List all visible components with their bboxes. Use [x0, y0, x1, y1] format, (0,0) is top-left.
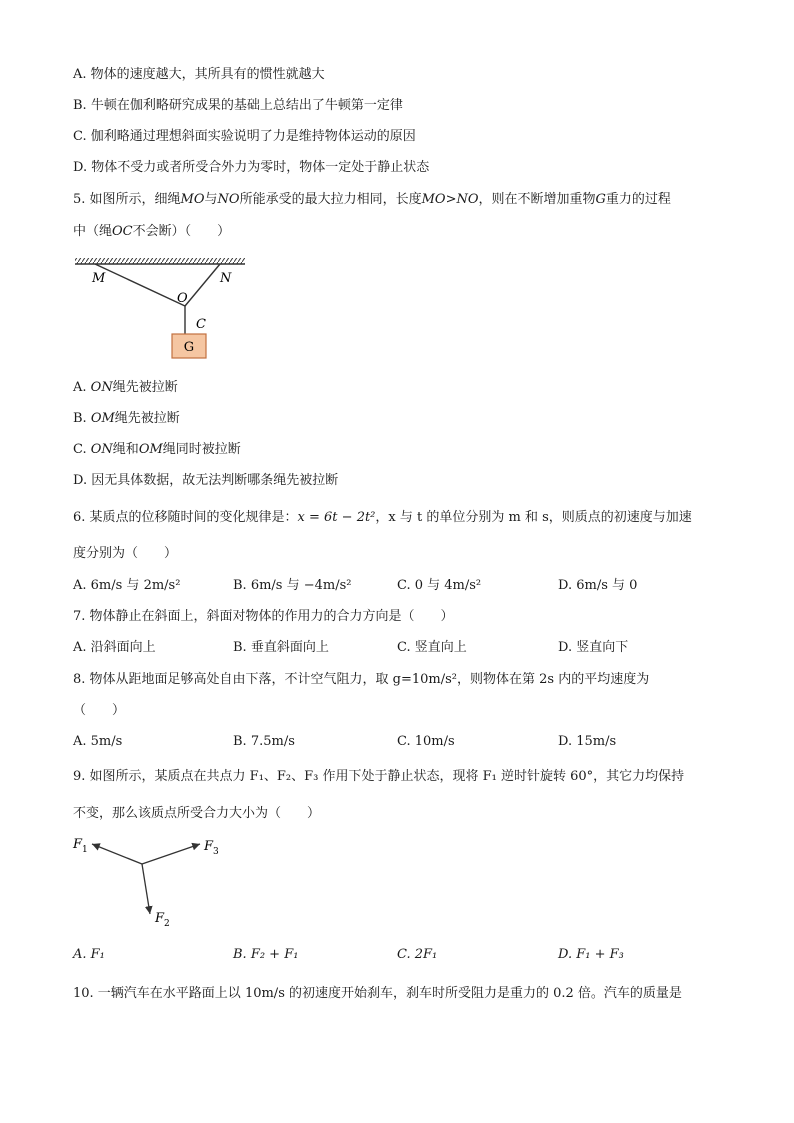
- label-n: N: [220, 271, 232, 286]
- q5-stem-text: ，则在不断增加重物: [478, 192, 596, 207]
- q5-stem-text: 所能承受的最大拉力相同，长度: [239, 192, 422, 207]
- q8-option-d: D. 15m/s: [558, 734, 617, 749]
- option-text: 绳先被拉断: [112, 380, 178, 395]
- force-letter: F: [204, 839, 214, 854]
- label-c: C: [196, 317, 206, 332]
- q7-option-c: C. 竖直向上: [397, 640, 467, 655]
- option-letter: A.: [73, 380, 91, 395]
- q8-option-c: C. 10m/s: [397, 734, 455, 749]
- q5-stem-text: 5. 如图所示，细绳: [73, 192, 181, 207]
- q6-option-c: C. 0 与 4m/s²: [397, 578, 482, 593]
- q6-stem-line-2: 度分别为（ ）: [73, 546, 178, 561]
- q5-label-no: NO: [217, 192, 240, 207]
- q8-stem-line-1: 8. 物体从距地面足够高处自由下落，不计空气阻力，取 g=10m/s²，则物体在第 2s 内的平均速度为: [73, 672, 650, 687]
- q8-stem-line-2: （ ）: [73, 703, 126, 718]
- rope-name: ON: [90, 380, 113, 395]
- rope-no: [185, 264, 220, 306]
- q5-option-d: D. 因无具体数据，故无法判断哪条绳先被拉断: [73, 473, 339, 488]
- rope-name: ON: [90, 442, 113, 457]
- force-subscript: 2: [164, 919, 170, 929]
- q5-stem-line-2: [73, 223, 230, 241]
- rope-mo: [95, 264, 185, 306]
- option-text: 绳和: [112, 442, 139, 457]
- q9-stem-line-2: 不变，那么该质点所受合力大小为（ ）: [73, 806, 321, 821]
- q5-option-a: [73, 379, 178, 397]
- q9-stem-line-1: 9. 如图所示，某质点在共点力 F₁、F₂、F₃ 作用下处于静止状态，现将 F₁ 逆时针旋转 60°，其它力均保持: [73, 769, 685, 784]
- q5-rope-figure: [70, 256, 250, 362]
- weight-label: G: [183, 340, 195, 355]
- option-text: 绳同时被拉断: [162, 442, 241, 457]
- force-f2-label: [154, 911, 170, 929]
- force-subscript: 1: [82, 845, 88, 855]
- q6-option-d: D. 6m/s 与 0: [558, 578, 638, 593]
- q4-option-b: B. 牛顿在伽利略研究成果的基础上总结出了牛顿第一定律: [73, 98, 403, 113]
- q5-option-c: [73, 441, 241, 459]
- q8-option-b: B. 7.5m/s: [233, 734, 295, 749]
- q4-option-a: A. 物体的速度越大，其所具有的惯性就越大: [73, 67, 325, 82]
- q7-stem: 7. 物体静止在斜面上，斜面对物体的作用力的合力方向是（ ）: [73, 609, 454, 624]
- q5-label-g: G: [595, 192, 606, 207]
- q10-stem-line-1: 10. 一辆汽车在水平路面上以 10m/s 的初速度开始刹车，刹车时所受阻力是重力的 0.2 倍。汽车的质量是: [73, 986, 682, 1001]
- q9-option-b: B. F₂ + F₁: [233, 947, 299, 962]
- q9-option-a: A. F₁: [73, 947, 105, 962]
- q7-option-a: A. 沿斜面向上: [73, 640, 156, 655]
- q5-label-oc: OC: [112, 224, 133, 239]
- option-letter: B.: [73, 411, 91, 426]
- q5-stem-text: 不会断）（ ）: [132, 224, 231, 239]
- q4-option-d: D. 物体不受力或者所受合外力为零时，物体一定处于静止状态: [73, 160, 430, 175]
- q6-stem-line-1: [73, 509, 692, 527]
- force-subscript: 3: [213, 847, 219, 857]
- stem-text: ，x 与 t 的单位分别为 m 和 s，则质点的初速度与加速: [375, 510, 692, 525]
- rope-name: OM: [90, 411, 115, 426]
- q5-length-compare: MO>NO: [421, 192, 479, 207]
- label-m: M: [92, 271, 106, 286]
- force-f1-arrow: [92, 844, 142, 864]
- q5-option-b: [73, 410, 180, 428]
- displacement-formula: x = 6t − 2t²: [297, 510, 376, 525]
- label-o: O: [177, 291, 188, 306]
- q8-option-a: A. 5m/s: [73, 734, 123, 749]
- stem-text: 6. 某质点的位移随时间的变化规律是：: [73, 510, 298, 525]
- q5-label-mo: MO: [180, 192, 205, 207]
- option-text: 绳先被拉断: [114, 411, 180, 426]
- q5-and: 与: [204, 192, 218, 207]
- force-f3-label: [203, 839, 219, 857]
- q5-stem-line-1: [73, 191, 671, 209]
- q6-option-a: A. 6m/s 与 2m/s²: [73, 578, 181, 593]
- force-f3-arrow: [142, 844, 200, 864]
- q5-stem-text: 重力的过程: [605, 192, 671, 207]
- ceiling: [75, 258, 245, 264]
- q7-option-b: B. 垂直斜面向上: [233, 640, 329, 655]
- q9-option-c: C. 2F₁: [397, 947, 438, 962]
- option-letter: C.: [73, 442, 91, 457]
- q7-option-d: D. 竖直向下: [558, 640, 629, 655]
- force-letter: F: [73, 837, 83, 852]
- q9-option-d: D. F₁ + F₃: [558, 947, 624, 962]
- force-f2-arrow: [142, 864, 150, 914]
- q5-stem-text: 中（绳: [73, 224, 113, 239]
- q9-force-figure: [70, 830, 230, 935]
- rope-name: OM: [138, 442, 163, 457]
- q6-option-b: B. 6m/s 与 −4m/s²: [233, 578, 352, 593]
- force-f1-label: [72, 837, 88, 855]
- q4-option-c: C. 伽利略通过理想斜面实验说明了力是维持物体运动的原因: [73, 129, 416, 144]
- force-letter: F: [155, 911, 165, 926]
